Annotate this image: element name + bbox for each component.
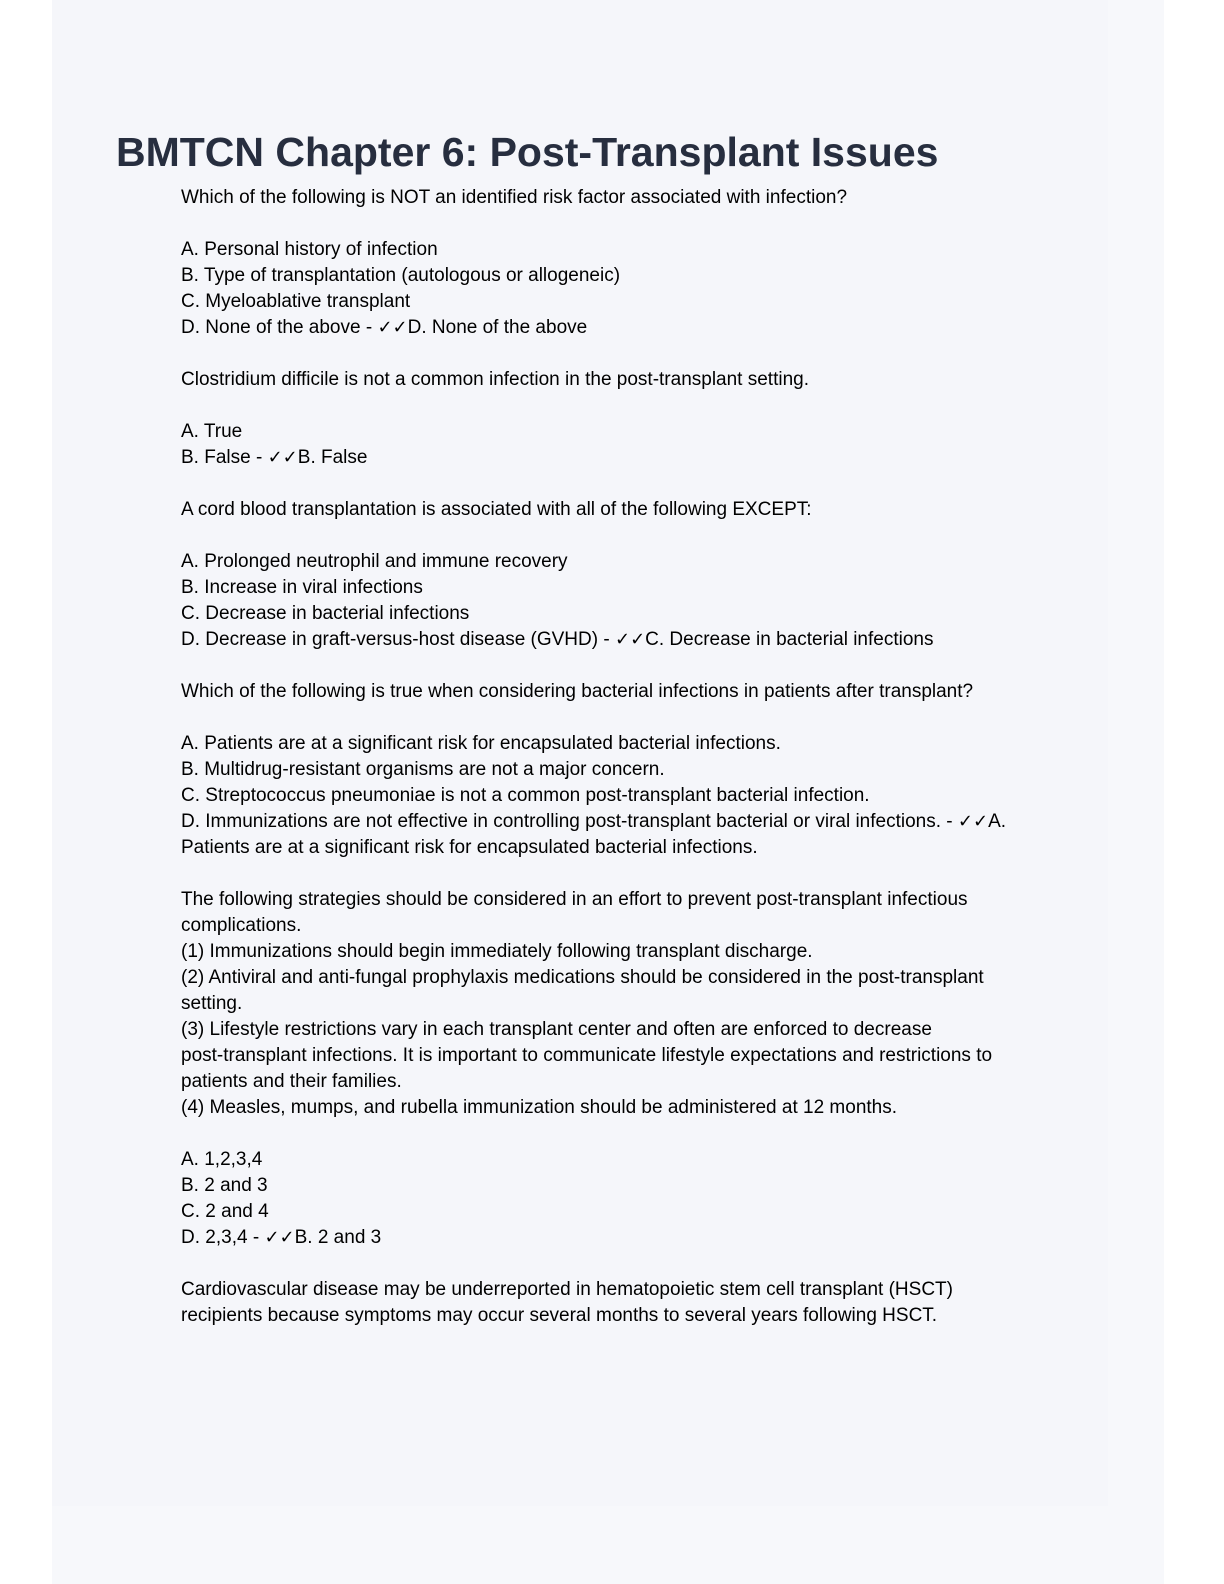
option-with-answer [181, 809, 1051, 835]
answer-separator: - [941, 811, 958, 832]
question-text: Clostridium difficile is not a common infection in the post-transplant setting. [181, 369, 810, 390]
option-text: C. Decrease in bacterial infections [181, 603, 470, 624]
option-text: A. Personal history of infection [181, 239, 438, 260]
checkmark-icon: ✓✓ [267, 447, 298, 468]
option-text: A. 1,2,3,4 [181, 1149, 263, 1170]
question-text: setting. [181, 993, 243, 1014]
page-title: BMTCN Chapter 6: Post-Transplant Issues [116, 129, 939, 175]
option-with-answer [181, 445, 1051, 471]
question-text: Which of the following is NOT an identified risk factor associated with infection? [181, 187, 848, 208]
question-text: (1) Immunizations should begin immediately following transplant discharge. [181, 941, 813, 962]
option-text: C. Myeloablative transplant [181, 291, 411, 312]
option-text: B. Multidrug-resistant organisms are not a major concern. [181, 759, 665, 780]
answer-options [181, 237, 1051, 341]
option-text: D. Immunizations are not effective in controlling post-transplant bacterial or viral infections. [181, 811, 942, 832]
answer-options [181, 419, 1051, 471]
option-text: D. Decrease in graft-versus-host disease (GVHD) [181, 629, 599, 650]
document-page [52, 0, 1108, 1506]
answer-text: D. None of the above [407, 317, 588, 338]
option-text: A. Prolonged neutrophil and immune recovery [181, 551, 568, 572]
checkmark-icon: ✓✓ [377, 317, 408, 338]
option-text: A. True [181, 421, 243, 442]
option-text: B. Increase in viral infections [181, 577, 423, 598]
answer-text: B. 2 and 3 [294, 1227, 382, 1248]
option-text: B. 2 and 3 [181, 1175, 268, 1196]
question-text: (2) Antiviral and anti-fungal prophylaxis medications should be considered in the post-transplant [181, 967, 984, 988]
question-prompt [181, 1277, 1051, 1329]
option-text: A. Patients are at a significant risk for encapsulated bacterial infections. [181, 733, 781, 754]
question-prompt [181, 679, 1051, 705]
question-text: complications. [181, 915, 302, 936]
question-prompt [181, 497, 1051, 523]
option-text: D. 2,3,4 [181, 1227, 248, 1248]
question-text: Which of the following is true when considering bacterial infections in patients after transplant? [181, 681, 974, 702]
question-prompt [181, 367, 1051, 393]
answer-text: B. False [297, 447, 368, 468]
answer-text-continued: Patients are at a significant risk for encapsulated bacterial infections. [181, 837, 758, 858]
question-text: post-transplant infections. It is important to communicate lifestyle expectations and restrictions to [181, 1045, 993, 1066]
answer-text: A. [988, 811, 1007, 832]
option-text: C. 2 and 4 [181, 1201, 269, 1222]
answer-separator: - [360, 317, 378, 338]
option-text: B. Type of transplantation (autologous or allogeneic) [181, 265, 621, 286]
question-text: (4) Measles, mumps, and rubella immunization should be administered at 12 months. [181, 1097, 898, 1118]
answer-text: C. Decrease in bacterial infections [645, 629, 934, 650]
answer-separator: - [598, 629, 615, 650]
question-text: The following strategies should be considered in an effort to prevent post-transplant infectious [181, 889, 968, 910]
option-with-answer [181, 627, 1051, 653]
answer-separator: - [250, 447, 268, 468]
option-with-answer [181, 315, 1051, 341]
option-text: C. Streptococcus pneumoniae is not a common post-transplant bacterial infection. [181, 785, 870, 806]
answer-separator: - [247, 1227, 265, 1248]
question-prompt [181, 185, 1051, 211]
question-text: (3) Lifestyle restrictions vary in each transplant center and often are enforced to decrease [181, 1019, 932, 1040]
question-text: Cardiovascular disease may be underreported in hematopoietic stem cell transplant (HSCT) [181, 1279, 953, 1300]
option-text: B. False [181, 447, 251, 468]
checkmark-icon: ✓✓ [264, 1227, 295, 1248]
question-text: patients and their families. [181, 1071, 402, 1092]
checkmark-icon: ✓✓ [614, 629, 646, 650]
answer-options [181, 731, 1051, 861]
page-content [181, 185, 1051, 1355]
question-text: recipients because symptoms may occur several months to several years following HSCT. [181, 1305, 938, 1326]
option-with-answer [181, 1225, 1051, 1251]
checkmark-icon: ✓✓ [957, 811, 989, 832]
option-text: D. None of the above [181, 317, 361, 338]
answer-options [181, 1147, 1051, 1251]
question-prompt [181, 887, 1051, 1121]
answer-options [181, 549, 1051, 653]
question-text: A cord blood transplantation is associated with all of the following EXCEPT: [181, 499, 812, 520]
